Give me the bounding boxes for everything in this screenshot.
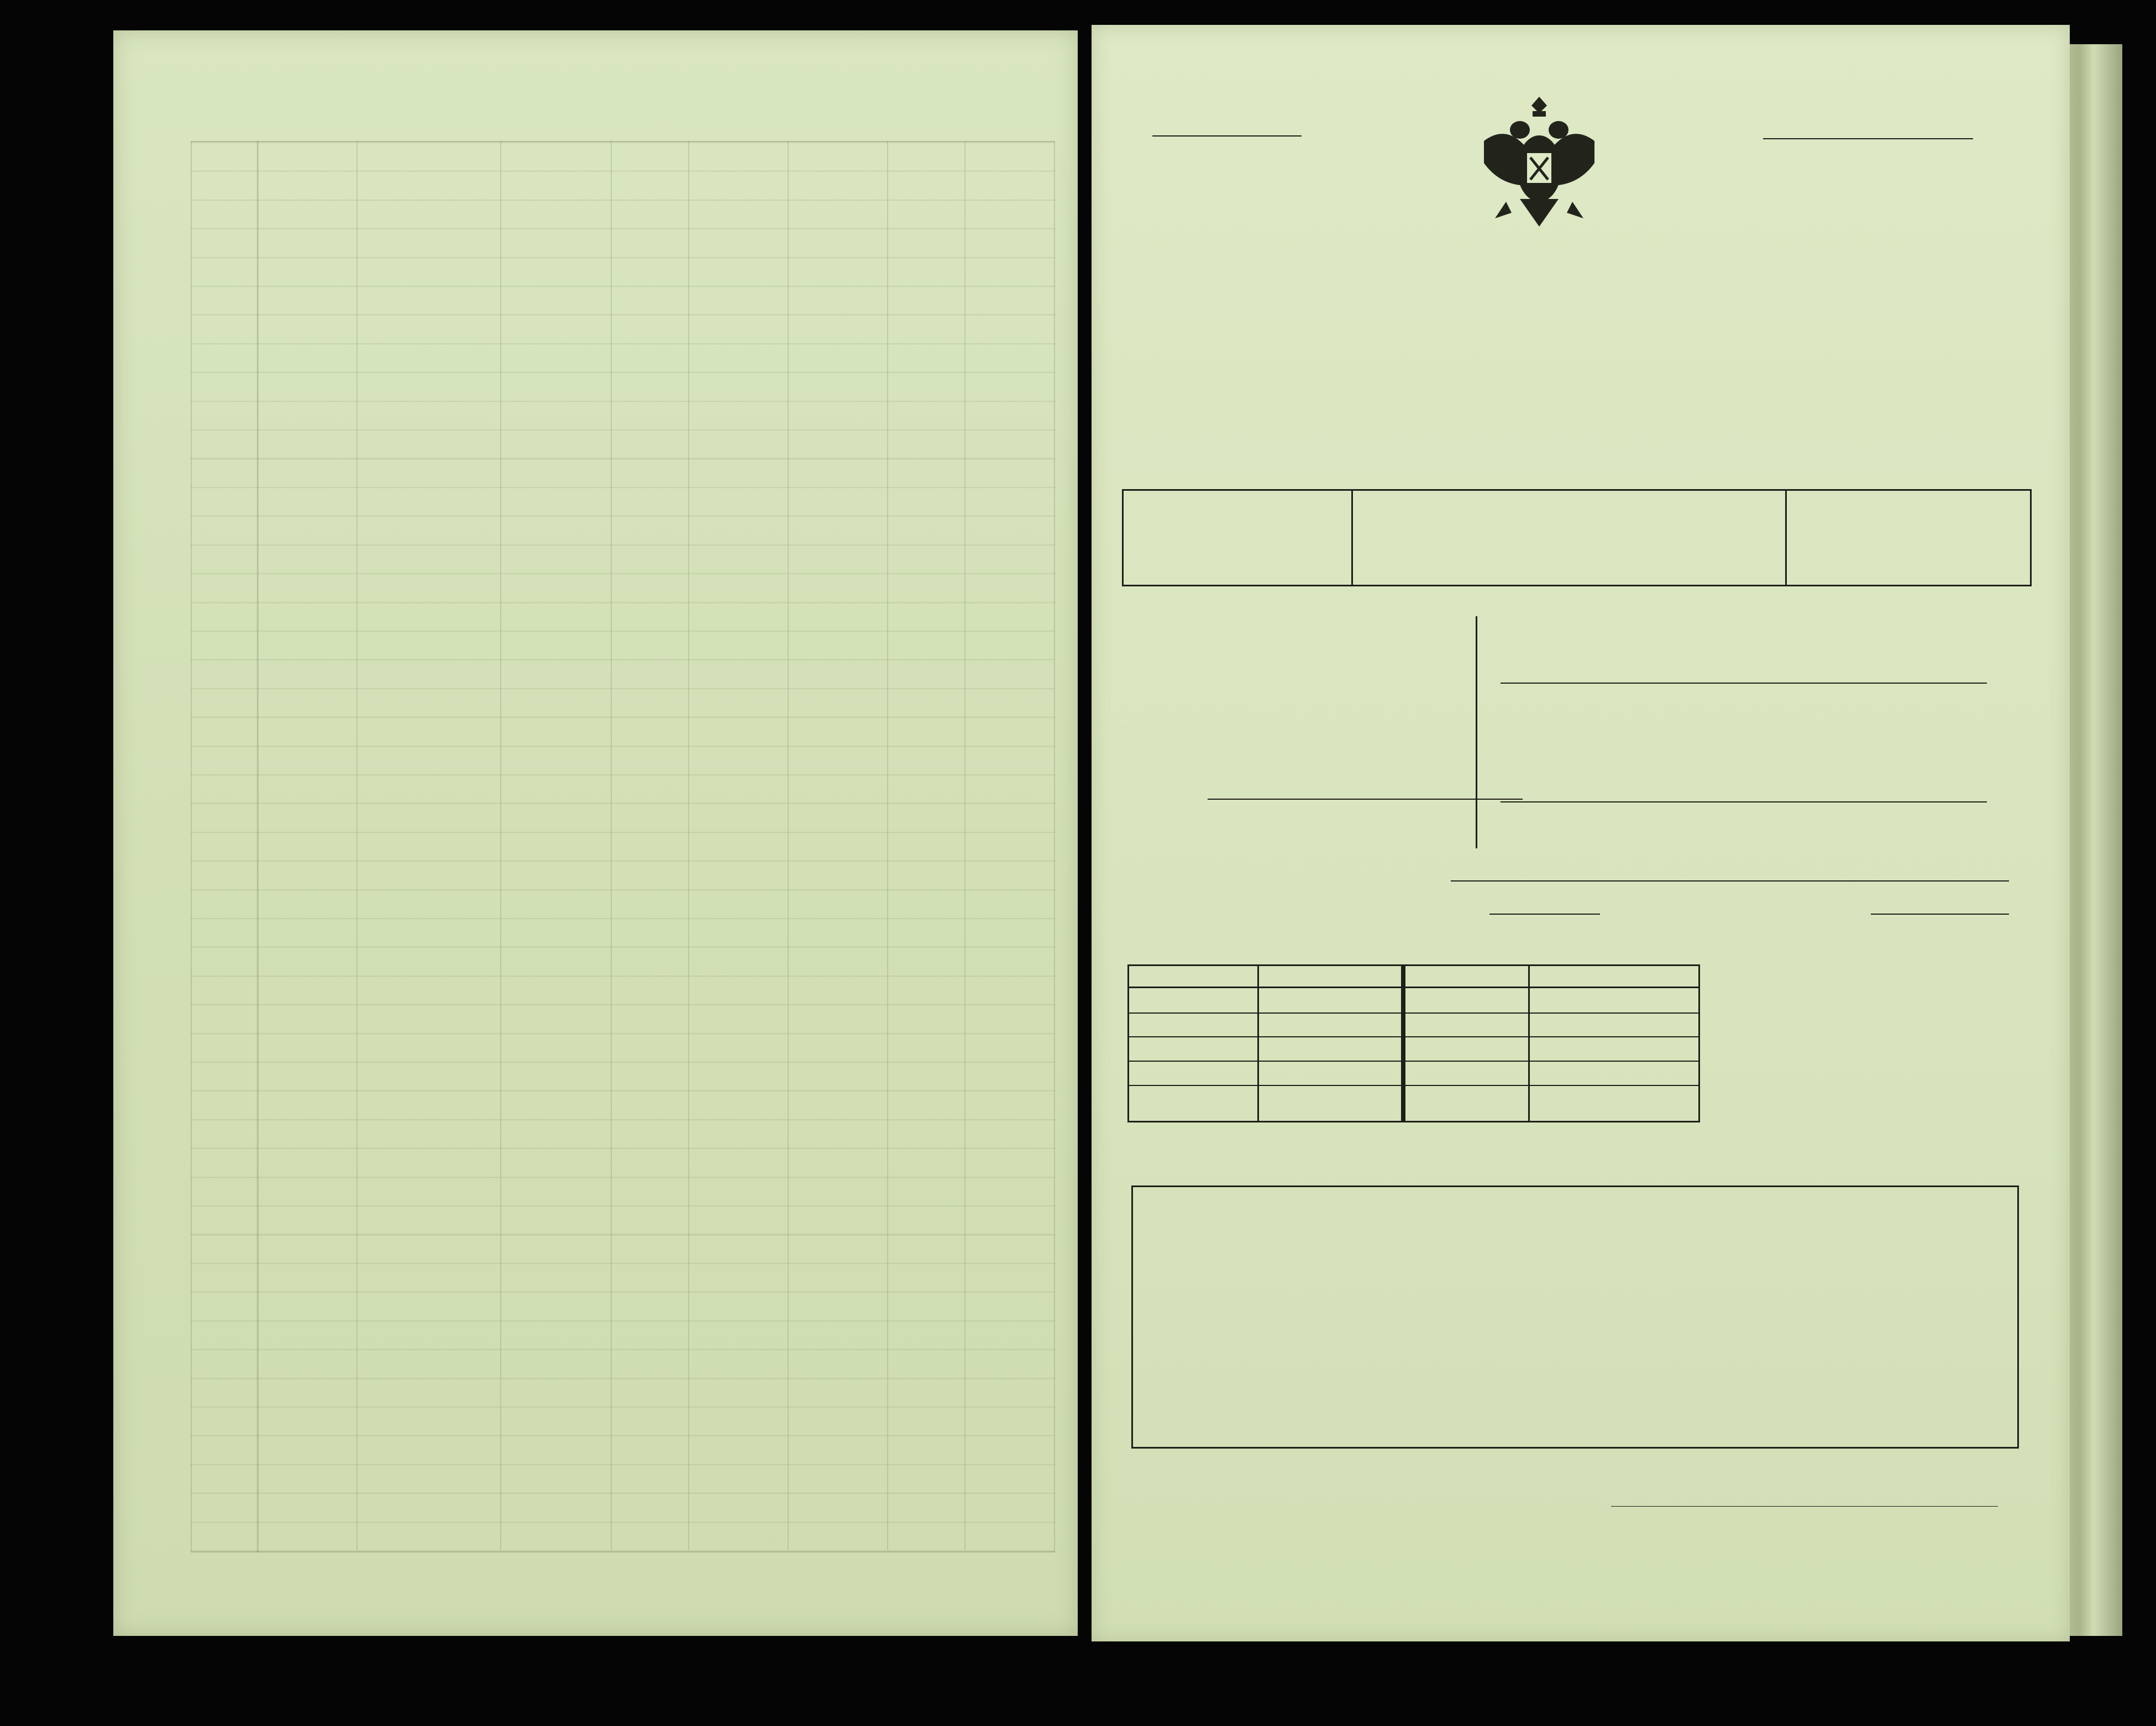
census-form-page: [1092, 25, 2070, 1641]
count-table: [1131, 1185, 2019, 1449]
imperial-eagle-emblem: [1473, 91, 1606, 235]
left-page: [113, 30, 1078, 1636]
faded-table-columns: [191, 141, 1053, 1550]
form-header-box: [1122, 489, 2032, 586]
